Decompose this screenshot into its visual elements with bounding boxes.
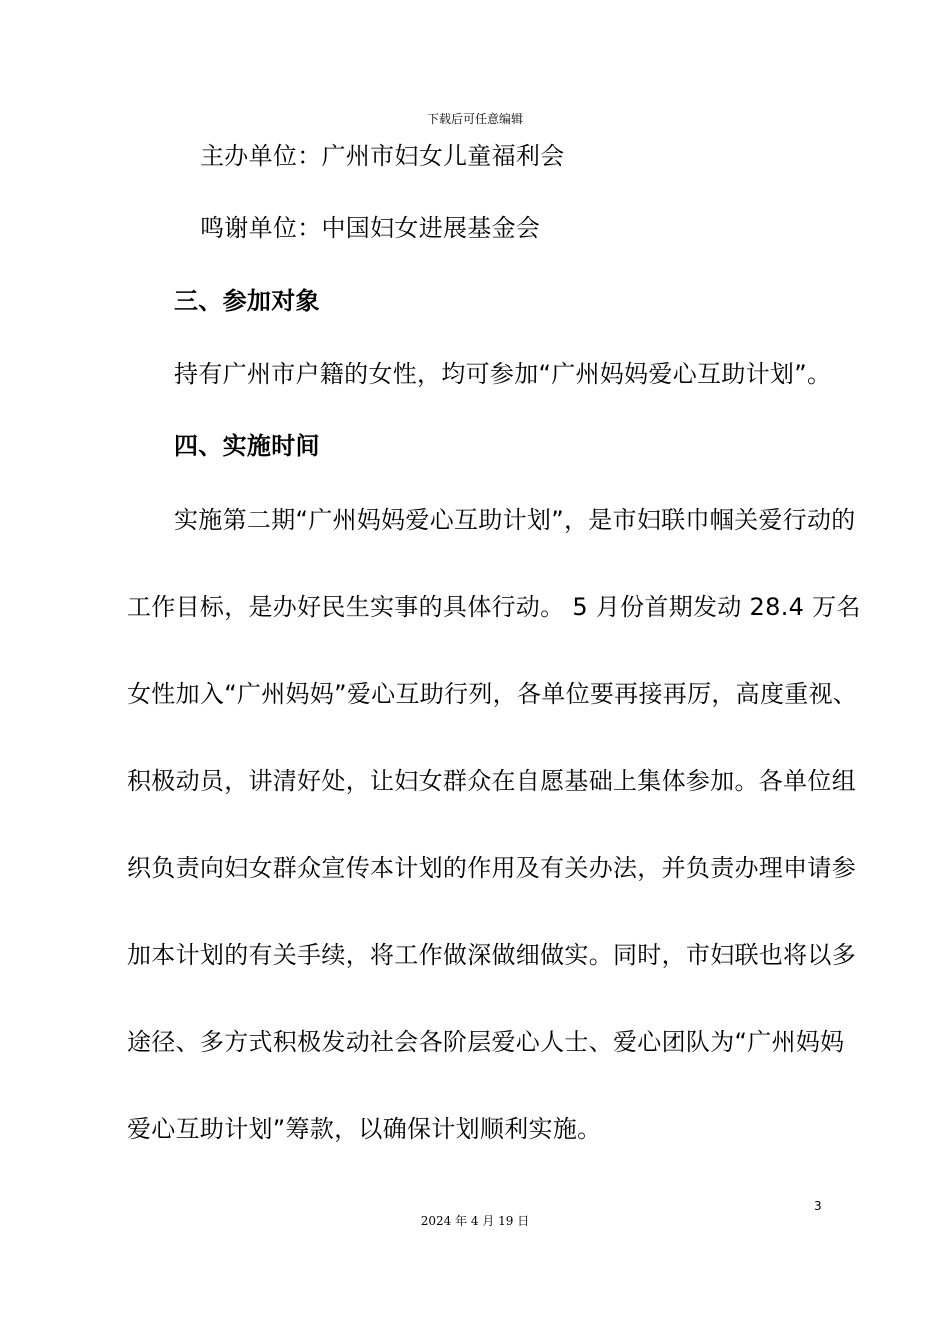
section-3-heading: 三、参加对象: [174, 287, 320, 315]
acknowledgement-line: 鸣谢单位：中国妇女进展基金会: [200, 214, 541, 242]
section-4-heading: 四、实施时间: [174, 432, 320, 460]
paragraph-line: 工作目标，是办好民生实事的具体行动。 5 月份首期发动 28.4 万名: [127, 593, 861, 621]
paragraph-line: 爱心互助计划”筹款，以确保计划顺利实施。: [127, 1115, 602, 1143]
paragraph-line: 途径、多方式积极发动社会各阶层爱心人士、爱心团队为“广州妈妈: [127, 1028, 845, 1056]
paragraph-line: 实施第二期“广州妈妈爱心互助计划”，是市妇联巾帼关爱行动的: [174, 506, 856, 534]
page-footer-date: 2024 年 4 月 19 日: [420, 1214, 530, 1228]
paragraph-line: 女性加入“广州妈妈”爱心互助行列，各单位要再接再厉，高度重视、: [127, 680, 858, 708]
paragraph-line: 织负责向妇女群众宣传本计划的作用及有关办法，并负责办理申请参: [127, 854, 856, 882]
section-3-text: 持有广州市户籍的女性，均可参加“广州妈妈爱心互助计划”。: [174, 360, 832, 388]
paragraph-line: 积极动员，讲清好处，让妇女群众在自愿基础上集体参加。各单位组: [127, 767, 856, 795]
organizer-line: 主办单位：广州市妇女儿童福利会: [200, 142, 565, 170]
page-header: 下载后可任意编辑: [426, 112, 523, 126]
paragraph-line: 加本计划的有关手续，将工作做深做细做实。同时，市妇联也将以多: [127, 941, 856, 969]
page-number: 3: [814, 1199, 822, 1213]
